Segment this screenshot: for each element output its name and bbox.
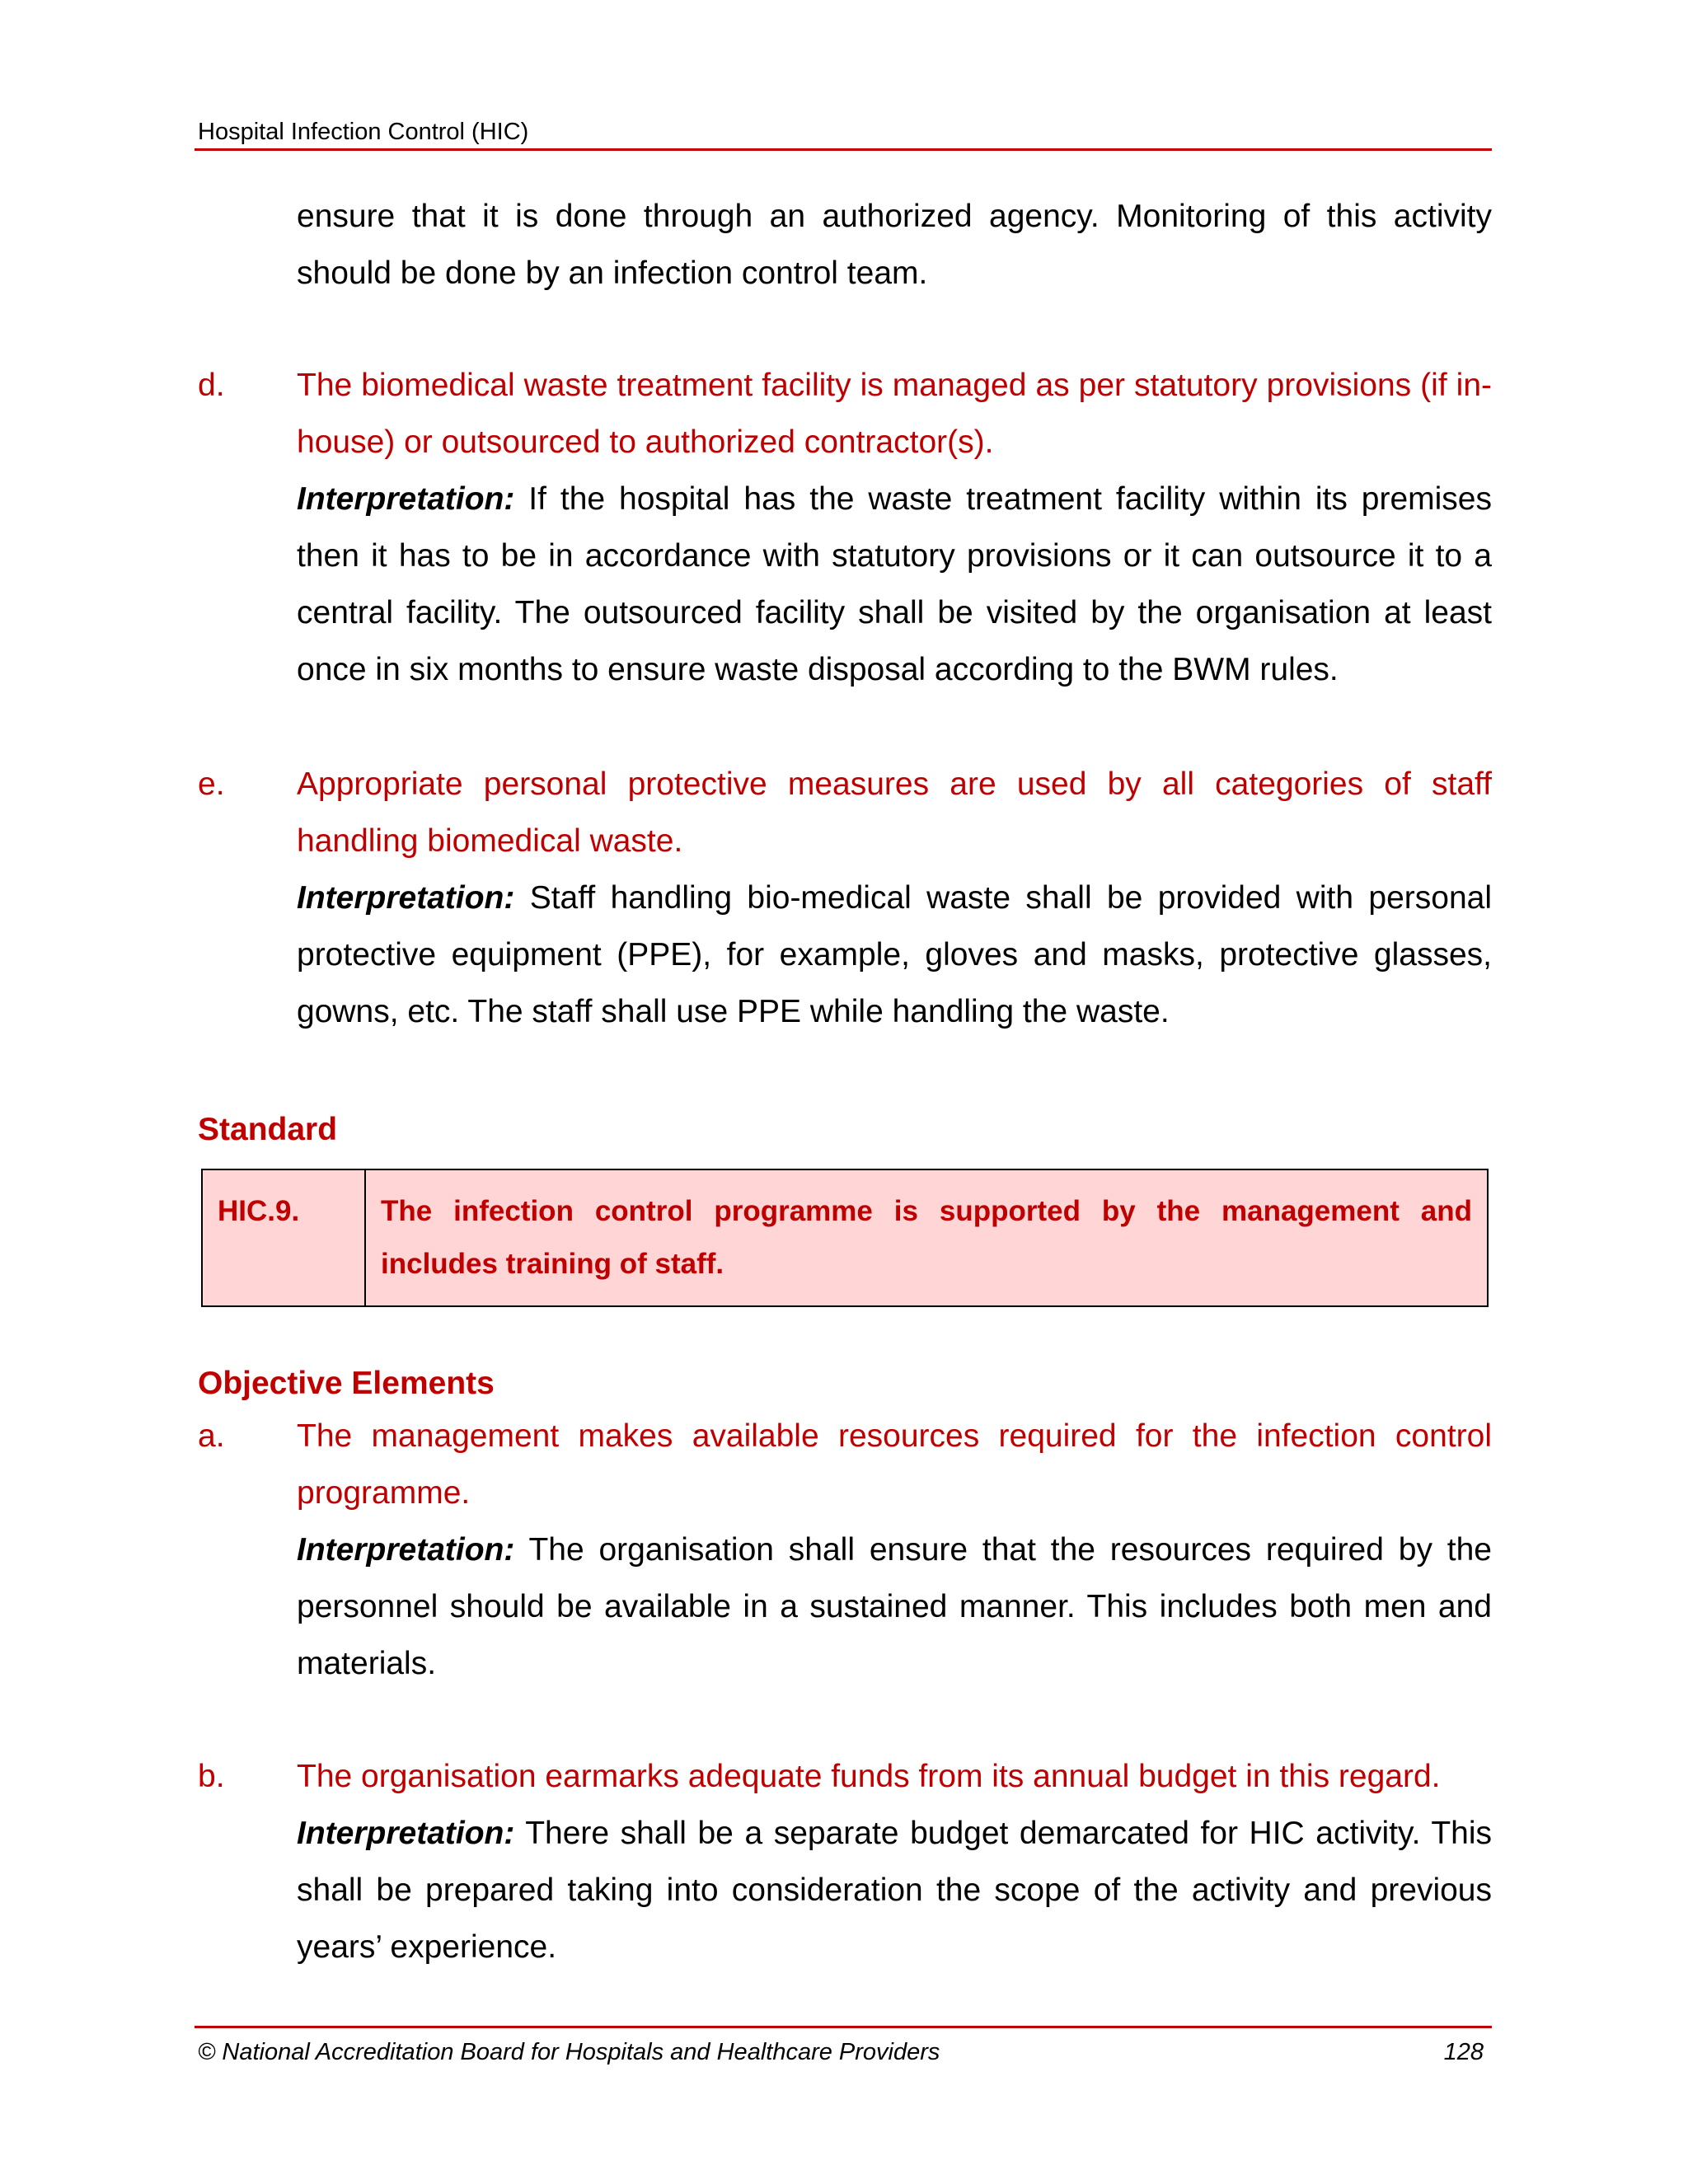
objective-label-a: a. xyxy=(198,1418,225,1454)
objective-statement-b: The organisation earmarks adequate funds from its annual budget in this regard. xyxy=(297,1759,1441,1794)
objective-elements-heading: Objective Elements xyxy=(198,1366,495,1401)
footer-copyright: © National Accreditation Board for Hospitals and Healthcare Providers xyxy=(198,2039,940,2065)
interpretation-text: The organisation shall ensure that the resources required by the personnel should be available in a sustained manner. This includes both men and materials. xyxy=(297,1532,1492,1681)
header-title: Hospital Infection Control (HIC) xyxy=(198,119,529,145)
interpretation-label: Interpretation: xyxy=(297,880,515,916)
item-label-e: e. xyxy=(198,766,225,802)
item-interpretation-d xyxy=(297,471,1492,698)
objective-interpretation-a xyxy=(297,1521,1492,1692)
objective-label-b: b. xyxy=(198,1759,225,1794)
interpretation-label: Interpretation: xyxy=(297,1532,515,1568)
item-statement-e: Appropriate personal protective measures are used by all categories of staff handling biomedical waste. xyxy=(297,766,1492,859)
objective-interpretation-b xyxy=(297,1805,1492,1975)
page-number: 128 xyxy=(1443,2039,1484,2065)
standard-code: HIC.9. xyxy=(203,1170,366,1305)
header-rule xyxy=(195,148,1492,151)
footer-rule xyxy=(195,2026,1492,2028)
standard-heading: Standard xyxy=(198,1112,338,1147)
interpretation-text: Staff handling bio-medical waste shall be provided with personal protective equipment (PPE), for example, gloves and masks, protective glasses, gowns, etc. The staff shall use PPE while handling the waste. xyxy=(297,880,1492,1029)
interpretation-label: Interpretation: xyxy=(297,1816,515,1851)
standard-box xyxy=(201,1169,1489,1307)
interpretation-text: If the hospital has the waste treatment facility within its premises then it has to be in accordance with statutory provisions or it can outsource it to a central facility. The outsourced facility shall be visited by the organisation at least once in six months to ensure waste disposal according to the BWM rules. xyxy=(297,481,1492,687)
item-label-d: d. xyxy=(198,368,225,403)
interpretation-text: There shall be a separate budget demarcated for HIC activity. This shall be prepared taking into consideration the scope of the activity and previous years’ experience. xyxy=(297,1816,1492,1965)
interpretation-label: Interpretation: xyxy=(297,481,515,517)
item-interpretation-e xyxy=(297,869,1492,1040)
intro-paragraph: ensure that it is done through an authorized agency. Monitoring of this activity should be done by an infection control team. xyxy=(297,199,1492,291)
standard-text: The infection control programme is supported by the management and includes training of staff. xyxy=(381,1195,1472,1280)
item-statement-d: The biomedical waste treatment facility is managed as per statutory provisions (if in- house) or outsourced to authorized contractor(s). xyxy=(297,368,1492,460)
objective-statement-a: The management makes available resources required for the infection control programme. xyxy=(297,1418,1492,1511)
